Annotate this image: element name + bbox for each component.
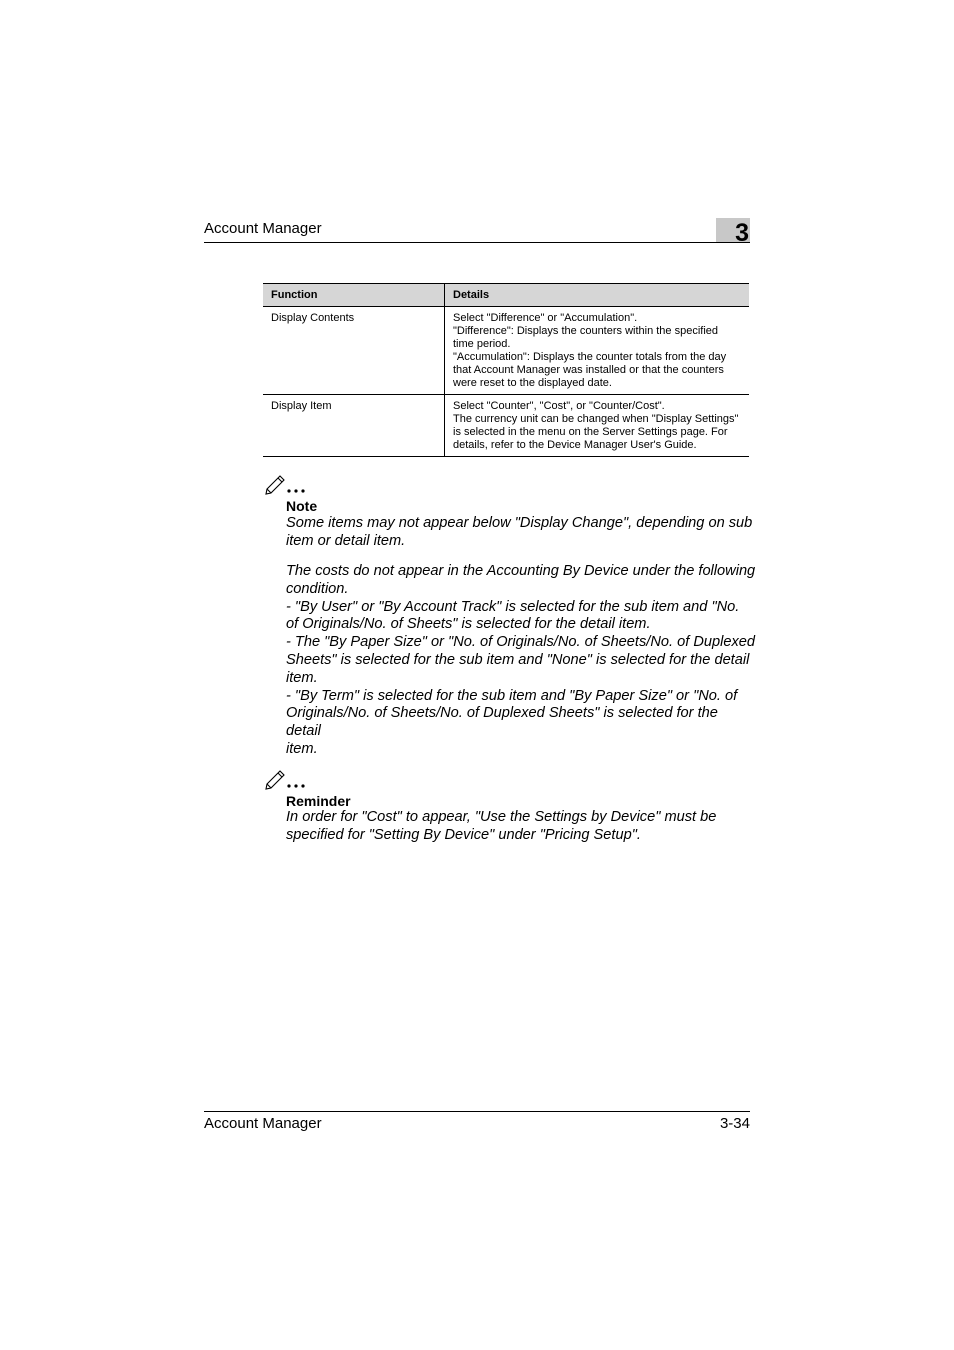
note-line: Some items may not appear below "Display Change", depending on sub <box>286 515 753 531</box>
note-line: condition. <box>286 580 349 597</box>
note-heading: Note <box>286 498 318 514</box>
table-header-row <box>263 284 749 307</box>
function-cell: Display Contents <box>263 307 445 395</box>
note-line: item. <box>286 740 318 757</box>
note-block <box>263 470 756 757</box>
details-cell <box>445 307 750 395</box>
note-line: item or detail item. <box>286 532 406 549</box>
pencil-note-icon <box>263 470 309 496</box>
table-row <box>263 395 749 457</box>
note-line: The costs do not appear in the Accounting By Device under the following <box>286 562 756 579</box>
page-footer <box>204 1111 750 1134</box>
reminder-body <box>286 809 756 845</box>
details-line: The currency unit can be changed when "Display Settings" <box>453 413 739 425</box>
details-line: time period. <box>453 338 511 350</box>
details-line: that Account Manager was installed or that the counters <box>453 364 724 376</box>
note-paragraph <box>286 563 756 759</box>
reminder-paragraph <box>286 809 756 845</box>
note-line: Sheets" is selected for the sub item and "None" is selected for the detail <box>286 651 750 668</box>
note-line: - "By User" or "By Account Track" is selected for the sub item and "No. <box>286 598 740 615</box>
column-header-details: Details <box>445 284 750 307</box>
note-line: item. <box>286 669 318 686</box>
reminder-block <box>263 765 753 855</box>
details-line: "Difference": Displays the counters within the specified <box>453 325 719 337</box>
details-line: "Accumulation": Displays the counter totals from the day <box>453 351 727 363</box>
details-line: details, refer to the Device Manager User's Guide. <box>453 439 697 451</box>
chapter-badge <box>716 218 750 247</box>
details-line: Select "Difference" or "Accumulation". <box>453 312 638 324</box>
reminder-line: In order for "Cost" to appear, "Use the Settings by Device" must be <box>286 809 717 825</box>
page-number: 3-34 <box>719 1115 750 1132</box>
column-header-function: Function <box>263 284 445 307</box>
details-line: were reset to the displayed date. <box>453 377 612 389</box>
page-header <box>204 218 750 247</box>
function-cell: Display Item <box>263 395 445 457</box>
header-title: Account Manager <box>204 220 322 237</box>
function-table <box>263 283 749 457</box>
note-line: of Originals/No. of Sheets" is selected for the detail item. <box>286 616 651 633</box>
details-cell <box>445 395 750 457</box>
table-row <box>263 307 749 395</box>
chapter-number: 3 <box>735 219 749 247</box>
pencil-note-icon <box>263 765 309 791</box>
footer-title: Account Manager <box>204 1115 322 1132</box>
note-paragraph <box>286 515 756 551</box>
details-line: Select "Counter", "Cost", or "Counter/Cost". <box>453 400 665 412</box>
note-line: - The "By Paper Size" or "No. of Originals/No. of Sheets/No. of Duplexed <box>286 634 755 651</box>
reminder-heading: Reminder <box>286 793 351 809</box>
reminder-line: specified for "Setting By Device" under "Pricing Setup". <box>286 826 641 843</box>
note-line: - "By Term" is selected for the sub item and "By Paper Size" or "No. of <box>286 687 738 704</box>
details-line: is selected in the menu on the Server Settings page. For <box>453 426 728 438</box>
note-body <box>286 515 756 759</box>
note-line: Originals/No. of Sheets/No. of Duplexed Sheets" is selected for the detail <box>286 705 718 740</box>
